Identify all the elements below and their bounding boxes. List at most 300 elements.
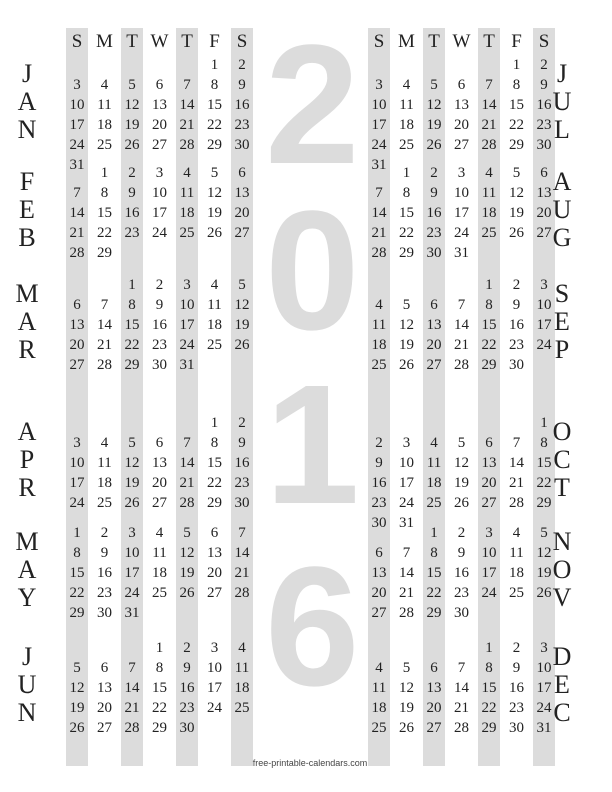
day-cell: 12 [124,455,140,471]
month-letter: A [17,307,37,336]
day-cell: 17 [69,117,85,133]
day-cell: 19 [509,205,524,221]
day-cell: 2 [457,525,466,541]
day-cell: 9 [512,297,521,313]
month-letter: E [19,195,35,224]
day-cell: 18 [97,117,112,133]
day-cell: 26 [399,720,414,736]
day-cell: 16 [179,680,195,696]
month-letter: E [554,307,570,336]
day-cell: 30 [509,357,524,373]
day-cell: 1 [73,525,81,541]
month-letter: N [17,698,37,727]
day-cell: 1 [100,165,109,181]
day-cell: 7 [238,525,246,541]
day-cell: 28 [179,495,195,511]
weekday-header: M [398,31,415,52]
day-cell: 23 [234,117,250,133]
day-cell: 3 [485,525,493,541]
day-cell: 29 [481,357,497,373]
footer-credit: free-printable-calendars.com [252,758,368,768]
day-cell: 18 [97,475,112,491]
weekday-header: F [511,31,522,52]
day-cell: 20 [536,205,552,221]
day-cell: 13 [426,680,442,696]
day-cell: 27 [234,225,250,241]
day-cell: 25 [207,337,222,353]
day-cell: 17 [536,317,552,333]
day-cell: 6 [100,660,109,676]
day-cell: 28 [69,245,85,261]
day-cell: 1 [512,57,521,73]
day-cell: 11 [399,97,414,113]
day-cell: 17 [481,565,497,581]
day-cell: 15 [152,680,167,696]
day-cell: 29 [536,495,552,511]
day-cell: 15 [481,680,497,696]
day-cell: 23 [234,475,250,491]
month-letter: R [18,335,36,364]
day-cell: 19 [69,700,85,716]
day-cell: 18 [152,565,167,581]
day-cell: 24 [207,700,222,716]
day-cell: 20 [426,337,442,353]
day-cell: 27 [69,357,85,373]
day-cell: 27 [371,605,387,621]
day-cell: 17 [399,475,414,491]
day-cell: 22 [399,225,414,241]
day-cell: 4 [402,77,411,93]
day-cell: 26 [399,357,414,373]
weekday-header: S [236,31,248,52]
day-cell: 21 [481,117,497,133]
day-cell: 7 [375,185,383,201]
weekday-header: W [150,31,169,52]
day-cell: 1 [402,165,411,181]
day-cell: 7 [183,435,191,451]
day-cell: 22 [207,117,222,133]
day-cell: 21 [234,565,250,581]
day-cell: 19 [399,337,414,353]
day-cell: 21 [399,585,414,601]
day-cell: 25 [234,700,250,716]
month-letter: F [19,167,35,196]
day-cell: 9 [155,297,164,313]
day-cell: 4 [375,297,383,313]
day-cell: 7 [183,77,191,93]
day-cell: 14 [399,565,414,581]
day-cell: 13 [152,455,167,471]
day-cell: 16 [509,317,524,333]
year-digit: 2 [265,10,360,200]
day-cell: 11 [207,297,222,313]
month-letter: T [554,473,570,502]
day-cell: 18 [371,700,387,716]
day-cell: 12 [179,545,195,561]
day-cell: 28 [481,137,497,153]
day-cell: 11 [234,660,250,676]
month-letter: J [556,59,568,88]
month-letter: M [15,279,39,308]
day-cell: 23 [454,585,469,601]
day-cell: 21 [179,117,195,133]
day-cell: 20 [97,700,112,716]
day-cell: 9 [457,545,466,561]
year-digit: 6 [265,532,360,722]
day-cell: 4 [210,277,219,293]
day-cell: 22 [152,700,167,716]
day-cell: 10 [454,185,469,201]
day-cell: 16 [124,205,140,221]
weekday-header: M [96,31,113,52]
day-cell: 24 [536,337,552,353]
day-cell: 18 [371,337,387,353]
day-cell: 28 [454,720,469,736]
day-cell: 5 [128,77,136,93]
day-cell: 4 [375,660,383,676]
month-letter: U [552,87,572,116]
month-letter: U [17,670,37,699]
day-cell: 23 [179,700,195,716]
day-cell: 20 [454,117,469,133]
day-cell: 6 [210,525,219,541]
day-cell: 25 [399,137,414,153]
day-cell: 30 [371,515,387,531]
day-cell: 22 [481,700,497,716]
day-cell: 26 [454,495,469,511]
day-cell: 14 [371,205,387,221]
month-letter: N [17,115,37,144]
day-cell: 19 [234,317,250,333]
day-cell: 12 [234,297,250,313]
day-cell: 10 [399,455,414,471]
day-cell: 5 [430,77,438,93]
day-cell: 18 [179,205,195,221]
day-cell: 4 [155,525,164,541]
day-cell: 24 [454,225,469,241]
day-cell: 10 [536,660,552,676]
day-cell: 11 [152,545,167,561]
day-cell: 31 [399,515,414,531]
day-cell: 21 [509,475,524,491]
day-cell: 5 [512,165,521,181]
day-cell: 14 [69,205,85,221]
month-letter: A [552,167,572,196]
weekday-header: T [428,31,440,52]
day-cell: 9 [238,77,246,93]
month-letter: P [554,335,570,364]
day-cell: 18 [234,680,250,696]
day-cell: 3 [73,77,81,93]
day-cell: 28 [124,720,140,736]
day-cell: 12 [454,455,469,471]
day-cell: 13 [454,97,469,113]
day-cell: 10 [481,545,497,561]
day-cell: 29 [207,495,222,511]
day-cell: 13 [234,185,250,201]
day-cell: 30 [234,495,250,511]
day-cell: 2 [238,57,246,73]
day-cell: 3 [540,640,548,656]
day-cell: 23 [97,585,112,601]
day-cell: 8 [100,185,109,201]
weekday-header: W [452,31,471,52]
day-cell: 3 [402,435,411,451]
day-cell: 5 [540,525,548,541]
day-cell: 10 [371,97,387,113]
month-letter: O [552,417,572,446]
day-cell: 3 [155,165,164,181]
day-cell: 11 [179,185,195,201]
day-cell: 15 [399,205,414,221]
day-cell: 13 [536,185,552,201]
day-cell: 14 [97,317,112,333]
day-cell: 4 [183,165,191,181]
day-cell: 8 [485,297,493,313]
day-cell: 24 [69,495,85,511]
day-cell: 8 [128,297,136,313]
day-cell: 5 [402,660,411,676]
day-cell: 4 [238,640,246,656]
day-cell: 30 [454,605,469,621]
day-cell: 21 [371,225,387,241]
day-cell: 15 [207,97,222,113]
month-letter: J [21,59,33,88]
month-letter: C [553,445,571,474]
day-cell: 16 [234,455,250,471]
day-cell: 26 [124,137,140,153]
day-cell: 12 [69,680,85,696]
month-label-feb [12,168,42,252]
day-cell: 26 [536,585,552,601]
day-cell: 11 [509,545,524,561]
month-letter: A [17,555,37,584]
day-cell: 24 [124,585,140,601]
day-cell: 23 [426,225,442,241]
day-cell: 9 [238,435,246,451]
day-cell: 31 [124,605,140,621]
day-cell: 6 [430,660,438,676]
day-cell: 17 [454,205,469,221]
day-cell: 30 [509,720,524,736]
day-cell: 16 [97,565,112,581]
day-cell: 5 [210,165,219,181]
day-cell: 13 [371,565,387,581]
day-cell: 23 [509,700,524,716]
day-cell: 10 [69,97,85,113]
day-cell: 29 [207,137,222,153]
day-cell: 20 [152,475,167,491]
day-cell: 19 [454,475,469,491]
weekday-header: F [209,31,220,52]
day-cell: 21 [97,337,112,353]
day-cell: 10 [536,297,552,313]
day-cell: 25 [371,720,387,736]
day-cell: 7 [485,77,493,93]
day-cell: 22 [481,337,497,353]
day-cell: 21 [124,700,140,716]
day-cell: 2 [430,165,438,181]
day-cell: 14 [481,97,497,113]
day-cell: 8 [485,660,493,676]
day-cell: 19 [207,205,222,221]
day-cell: 16 [536,97,552,113]
weekday-header: T [126,31,138,52]
day-cell: 17 [207,680,222,696]
day-cell: 26 [234,337,250,353]
day-cell: 3 [457,165,466,181]
day-cell: 23 [124,225,140,241]
month-letter: A [17,87,37,116]
day-cell: 16 [371,475,387,491]
day-cell: 27 [481,495,497,511]
day-cell: 24 [481,585,497,601]
day-cell: 1 [485,640,493,656]
day-cell: 19 [536,565,552,581]
month-label-may [12,528,42,612]
day-cell: 22 [509,117,524,133]
month-letter: A [17,417,37,446]
day-cell: 14 [179,97,195,113]
day-cell: 11 [97,97,112,113]
day-cell: 23 [152,337,167,353]
day-cell: 29 [69,605,85,621]
day-cell: 10 [152,185,167,201]
month-letter: E [554,670,570,699]
month-letter: L [554,115,570,144]
weekday-header: T [181,31,193,52]
day-cell: 26 [509,225,524,241]
month-letter: P [19,445,35,474]
day-cell: 10 [179,297,195,313]
day-cell: 17 [152,205,167,221]
day-cell: 3 [73,435,81,451]
day-cell: 13 [207,545,222,561]
day-cell: 2 [540,57,548,73]
month-letter: S [554,279,570,308]
day-cell: 9 [375,455,383,471]
month-label-jun [12,643,42,727]
day-cell: 3 [540,277,548,293]
day-cell: 27 [152,495,167,511]
day-cell: 10 [207,660,222,676]
day-cell: 1 [155,640,164,656]
day-cell: 15 [124,317,140,333]
day-cell: 22 [124,337,140,353]
year-digit: 1 [265,350,360,540]
day-cell: 8 [512,77,521,93]
day-cell: 12 [509,185,524,201]
day-cell: 16 [426,205,442,221]
day-cell: 26 [124,495,140,511]
month-label-apr [12,418,42,502]
day-cell: 2 [155,277,164,293]
day-cell: 31 [371,157,387,173]
day-cell: 29 [509,137,524,153]
month-label-mar [12,280,42,364]
month-letter: B [18,223,36,252]
day-cell: 22 [426,585,442,601]
day-cell: 17 [179,317,195,333]
day-cell: 7 [73,185,81,201]
day-cell: 7 [457,660,466,676]
day-cell: 15 [426,565,442,581]
day-cell: 13 [69,317,85,333]
day-cell: 9 [430,185,438,201]
day-cell: 28 [234,585,250,601]
day-cell: 17 [69,475,85,491]
day-cell: 1 [540,415,548,431]
day-cell: 30 [234,137,250,153]
day-cell: 5 [128,435,136,451]
day-cell: 8 [540,435,548,451]
day-cell: 20 [234,205,250,221]
day-cell: 21 [454,700,469,716]
day-cell: 22 [97,225,112,241]
day-cell: 19 [399,700,414,716]
day-cell: 25 [426,495,442,511]
day-cell: 30 [179,720,195,736]
day-cell: 25 [179,225,195,241]
day-cell: 6 [155,77,164,93]
day-cell: 2 [512,277,521,293]
day-cell: 5 [402,297,411,313]
day-cell: 24 [536,700,552,716]
day-cell: 21 [454,337,469,353]
day-cell: 11 [371,680,387,696]
day-cell: 12 [399,317,414,333]
day-cell: 10 [69,455,85,471]
day-cell: 31 [179,357,195,373]
day-cell: 1 [128,277,136,293]
day-cell: 20 [371,585,387,601]
day-cell: 3 [375,77,383,93]
day-cell: 25 [371,357,387,373]
day-cell: 28 [371,245,387,261]
day-cell: 12 [207,185,222,201]
day-cell: 6 [155,435,164,451]
day-cell: 6 [457,77,466,93]
day-cell: 5 [73,660,81,676]
month-letter: G [552,223,572,252]
month-letter: M [15,527,39,556]
day-cell: 30 [536,137,552,153]
day-cell: 14 [454,680,469,696]
day-cell: 16 [454,565,469,581]
day-cell: 31 [454,245,469,261]
day-cell: 15 [536,455,552,471]
day-cell: 29 [97,245,112,261]
day-cell: 18 [207,317,222,333]
day-cell: 30 [152,357,167,373]
day-cell: 1 [210,415,219,431]
day-cell: 15 [509,97,524,113]
day-cell: 22 [207,475,222,491]
day-cell: 24 [371,137,387,153]
day-cell: 14 [454,317,469,333]
month-label-jan [12,60,42,144]
day-cell: 29 [481,720,497,736]
day-cell: 15 [481,317,497,333]
day-cell: 15 [97,205,112,221]
day-cell: 19 [426,117,442,133]
day-cell: 22 [536,475,552,491]
day-cell: 2 [375,435,383,451]
day-cell: 25 [97,495,112,511]
day-cell: 29 [152,720,167,736]
month-letter: U [552,195,572,224]
day-cell: 1 [210,57,219,73]
